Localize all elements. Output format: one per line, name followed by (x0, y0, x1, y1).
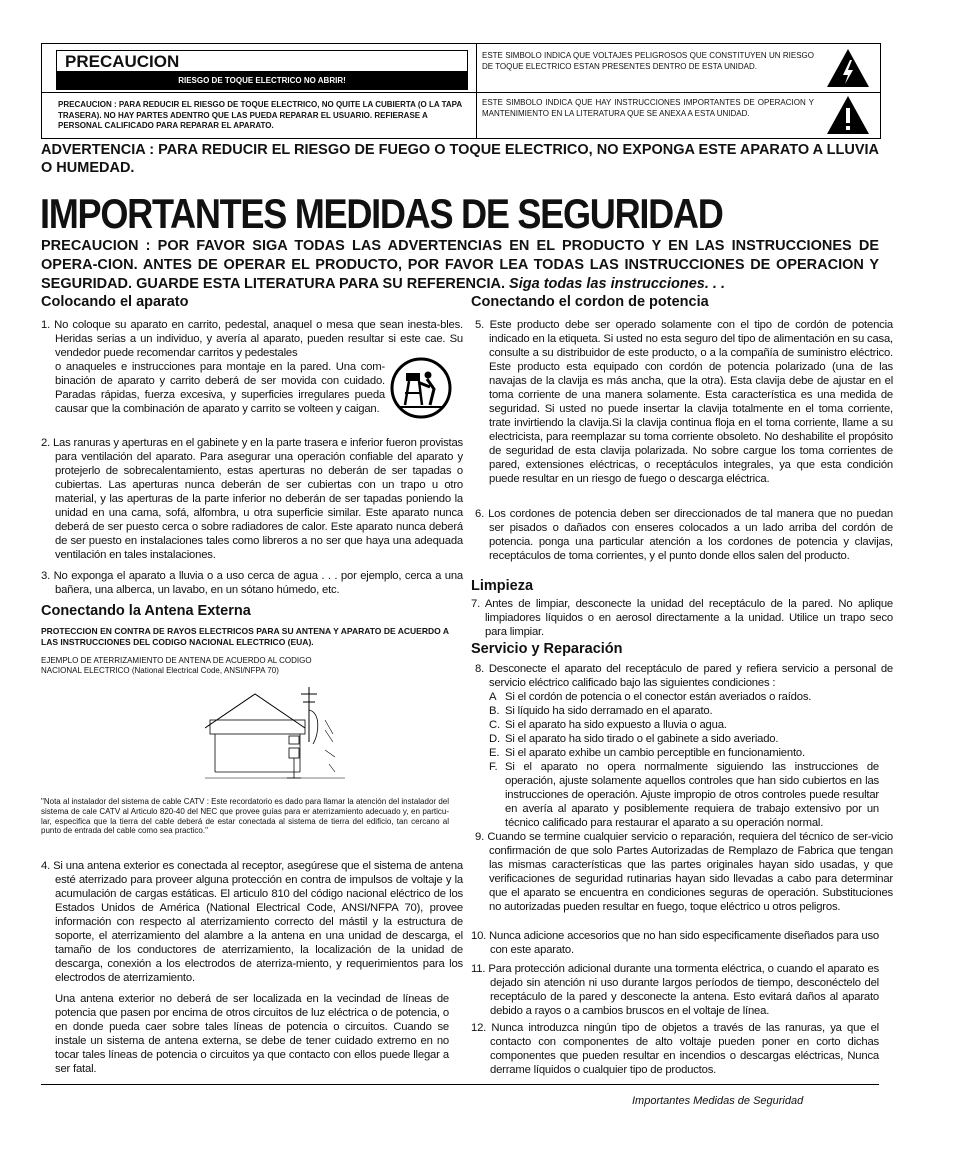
item-1b: o anaqueles e instrucciones para montaje en la pared. Una com-binación de aparato y carrito deberá de ser movida con cuidado. Paradas rápidas, fuerza excesiva, y superficies irregulares pueda causar que la combinación de aparato y carrito se volteen y caigan. (55, 361, 385, 415)
list-key: B. (489, 705, 500, 717)
catv-note: "Nota al instalador del sistema de cable CATV : Este recordatorio es dado para llamar la atención del instalador del sistema de cale CATV al Articulo 820-40 del NEC que provee guías para er aterrizamiento adecuado y, en particu-lar, especifica que la tierra del cable deberá de estar conectada al sistema de tierra del edificio, tan cercano al punto de entrada del cable como sea practico." (41, 797, 449, 836)
divider (42, 92, 476, 93)
list-key: F. (489, 761, 498, 773)
item-4: 4. Si una antena exterior es conectada al receptor, asegúrese que el sistema de antena esté aterrizado para proveer alguna protección en contra de impulsos de voltaje y la acumulación de cargas estáticas. El articulo 810 del código nacional eléctrico de los Estados Unidos de América (National Electrical Code, ANSI/NFPA 70), provee información con respecto al aterrizamiento correcto del mástil y la estructura de soporte, el aterrizamiento del alambre a la antena en una unidad de descarga, el tamaño de los conductores de aterrizamiento, la localización de la unidad de descarga, conexión a los electrodos de aterriza-miento, y requerimientos para los electrodos de aterrizamiento. (41, 860, 463, 984)
list-item (489, 746, 879, 760)
list-item (489, 760, 879, 830)
footer-divider (41, 1084, 879, 1085)
list-item (489, 732, 879, 746)
antenna-protection-text: PROTECCION EN CONTRA DE RAYOS ELECTRICOS PARA SU ANTENA Y APARATO DE ACUERDO A LAS INSTRUCCIONES DEL CODIGO NACIONAL ELECTRICO (EUA). (41, 626, 449, 647)
item-3: 3. No exponga el aparato a lluvia o a uso cerca de agua . . . por ejemplo, cerca a una bañera, una alberca, un lavabo, en un sótano húmedo, etc. (41, 570, 463, 596)
list-text: Si el aparato no opera normalmente siguiendo las instrucciones de operación, ajuste solamente aquellos controles que han sido cubiertos en las instrucciones de operación. Ajuste impropio de otros controles puede resultar en avería al aparato y posiblemente requiera de trabajo extensivo por un técnico calificado para restaurar el aparato a su operación normal. (505, 761, 879, 829)
intro-bold: PRECAUCION : POR FAVOR SIGA TODAS LAS ADVERTENCIAS EN EL PRODUCTO Y EN LAS INSTRUCCIONES DE OPERA-CION. ANTES DE OPERAR EL PRODUCTO, POR FAVOR LEA TODAS LAS INSTRUCCIONES DE OPERACION Y SEGURIDAD. GUARDE ESTA LITERATURA PARA SU REFERENCIA. (41, 238, 879, 292)
list-item (489, 704, 879, 718)
list-item (489, 718, 879, 732)
intro-italic: Siga todas las instrucciones. . . (509, 276, 726, 292)
heading-service: Servicio y Reparación (471, 641, 623, 657)
item-6: 6. Los cordones de potencia deben ser direccionados de tal manera que no puedan ser pisados o dañados con enseres colocados a un lado arriba del cordón de potencia. ponga una particular atención a los cordones de potencia y clavijas, receptáculos de toma corrientes, y el punto donde ellos salen del producto. (475, 508, 893, 562)
item-1a: 1. No coloque su aparato en carrito, pedestal, anaquel o mesa que sean inesta-bles. Heridas serias a un individuo, y avería al aparato, pueden resultar si este cae. Su vendedor puede recomendar carritos y pedestales (41, 319, 463, 359)
divider (476, 44, 477, 138)
heading-placement: Colocando el aparato (41, 294, 189, 310)
list-key: C. (489, 719, 500, 731)
item-2: 2. Las ranuras y aperturas en el gabinete y en la parte trasera e inferior fueron provistas para ventilación del aparato. Para asegurar una operación confiable del aparato y protejerlo de sobrecalentamiento, estas aperturas no deberán de ser tapadas o cubiertas. Las aperturas nunca deberán de ser cubiertas con un trapo u otro material, y las aperturas de la parte inferior no deberán de ser tapadas poniendo la unidad en una cama, sofá, alfombra, u otra superficie similar. Este aparato nunca deberá de ser puesto cerca o sobre radiadores de calor. Este aparato nunca deberá de ser puesto en instalaciones tales como libreros a no ser que haya una adequada ventilación en tales instalaciones. (41, 437, 463, 561)
antenna-example-line1: EJEMPLO DE ATERRIZAMIENTO DE ANTENA DE ACUERDO AL CODIGO (41, 656, 312, 665)
list-key: E. (489, 747, 500, 759)
list-text: Si el aparato ha sido expuesto a lluvia o agua. (505, 719, 727, 731)
heading-power-cord: Conectando el cordon de potencia (471, 294, 709, 310)
intro-text (41, 237, 879, 294)
antenna-example-line2: NACIONAL ELECTRICO (National Electrical Code, ANSI/NFPA 70) (41, 666, 279, 675)
item-12: 12. Nunca introduzca ningún tipo de objetos a través de las ranuras, ya que el contacto con componentes de alto voltaje pueden poner en corto dichas componentes que pueden resultar en incendios o descargas eléctricas, Nunca derrame líquidos o cualquier tipo de productos. (471, 1022, 879, 1076)
list-key: A (489, 691, 497, 703)
footer-text: Importantes Medidas de Seguridad (632, 1095, 804, 1107)
page-title: IMPORTANTES MEDIDAS DE SEGURIDAD (40, 190, 723, 237)
cart-warning-icon (390, 357, 452, 419)
caution-box (41, 43, 881, 139)
item-10: 10. Nunca adicione accesorios que no han sido especificamente diseñados para uso con este aparato. (471, 930, 879, 956)
list-text: Si líquido ha sido derramado en el aparato. (505, 705, 713, 717)
lightning-warning-icon (826, 48, 870, 88)
item-4b: Una antena exterior no deberá de ser localizada en la vecindad de líneas de potencia que pasen por encima de otros circuitos de luz eléctrica o de potencia, o en donde pueda caer sobre tales líneas de potencia o circuitos. Cuando se instale un sistema de antena externa, se debe de tener cuidado extremo en no tocar tales líneas de potencia o circuitos ya que contacto con ellos puede llegar a ser fatal. (55, 993, 449, 1075)
item-8: 8. Desconecte el aparato del receptáculo de pared y refiera servicio a personal de servicio eléctrico calificado bajo las siguientes condiciones : (475, 663, 893, 689)
heading-antenna: Conectando la Antena Externa (41, 603, 251, 619)
list-key: D. (489, 733, 500, 745)
list-text: Si el cordón de potencia o el conector están averiados o raídos. (505, 691, 812, 703)
item-5: 5. Este producto debe ser operado solamente con el tipo de cordón de potencia indicado en la etiqueta. Si usted no esta seguro del tipo de alimentación en su casa, consulte a su distribuidor de este producto, o a la compañía de suministro eléctrico. Este producto esta equipado con cordón de potencia polarizado (una de las navajas de la clavija es más ancha, que la otra). Esta clavija debe de ajustar en el toma corriente de una manera solamente. Esta característica es una medida de seguridad. Si usted no puede insertar la clavija totalmente en el toma corriente, trate invirtiendo la clavija.Si la clavija continua floja en el toma corriente, llame a su electricista, para reemplazar su toma corriente obsoleto. No deshabilite el propósito de seguridad de esta clavija polarizada. No sobre cargue los toma corrientes de pared, extensiones eléctricas, o receptáculos integrales, ya que esta condición puede resultar en un riesgo de fuego o descarga eléctrica. (475, 319, 893, 485)
exclamation-warning-icon (826, 95, 870, 135)
instructions-symbol-text: ESTE SIMBOLO INDICA QUE HAY INSTRUCCIONES IMPORTANTES DE OPERACION Y MANTENIMIENTO EN LA LITERATURA QUE SE ANEXA A ESTA UNIDAD. (482, 98, 814, 118)
item-11: 11. Para protección adicional durante una tormenta eléctrica, o cuando el aparato es dejado sin atención ni uso durante largos períodos de tiempo, desconéctelo del receptáculo de la pared y desconecte la antena. Esto evitará daños al aparato debido a rayos o a cambios bruscos en el voltaje de línea. (471, 963, 879, 1017)
list-item (489, 690, 879, 704)
heading-cleaning: Limpieza (471, 578, 534, 594)
item-7: 7. Antes de limpiar, desconecte la unidad del receptáculo de la pared. No aplique limpiadores líquidos o en aerosol directamente a la unidad. Utilice un trapo seco para limpiar. (471, 598, 893, 638)
antenna-grounding-diagram (205, 672, 405, 787)
list-text: Si el aparato ha sido tirado o el gabinete a sido averiado. (505, 733, 779, 745)
divider (476, 92, 880, 93)
caution-bar: RIESGO DE TOQUE ELECTRICO NO ABRIR! (56, 72, 468, 90)
warning-text: ADVERTENCIA : PARA REDUCIR EL RIESGO DE FUEGO O TOQUE ELECTRICO, NO EXPONGA ESTE APARATO A LLUVIA O HUMEDAD. (41, 142, 879, 176)
voltage-symbol-text: ESTE SIMBOLO INDICA QUE VOLTAJES PELIGROSOS QUE CONSTITUYEN UN RIESGO DE TOQUE ELECTRICO ESTAN PRESENTES DENTRO DE ESTA UNIDAD. (482, 51, 814, 71)
caution-title: PRECAUCION (56, 50, 468, 72)
list-text: Si el aparato exhibe un cambio perceptible en funcionamiento. (505, 747, 805, 759)
caution-text: PRECAUCION : PARA REDUCIR EL RIESGO DE TOQUE ELECTRICO, NO QUITE LA CUBIERTA (O LA TAPA TRASERA). NO HAY PARTES ADENTRO QUE LAS PUEDA REPARAR EL USUARIO. REFIERASE A PERSONAL CALIFICADO PARA REPARAR EL APARATO. (58, 100, 462, 130)
item-9: 9. Cuando se termine cualquier servicio o reparación, requiera del técnico de ser-vicio confirmación de que solo Partes Autorizadas de Remplazo de Fabrica que tengan las mismas características que las partes originales hayan sido usadas, y que verificaciones de seguridad rutinarias hayan sido llevadas a cabo para determinar que el aparato se encuentra en condiciones seguras de operación. Substituciones no autorizadas pueden resultar en fuego, toque eléctrico u otros peligros. (475, 831, 893, 913)
